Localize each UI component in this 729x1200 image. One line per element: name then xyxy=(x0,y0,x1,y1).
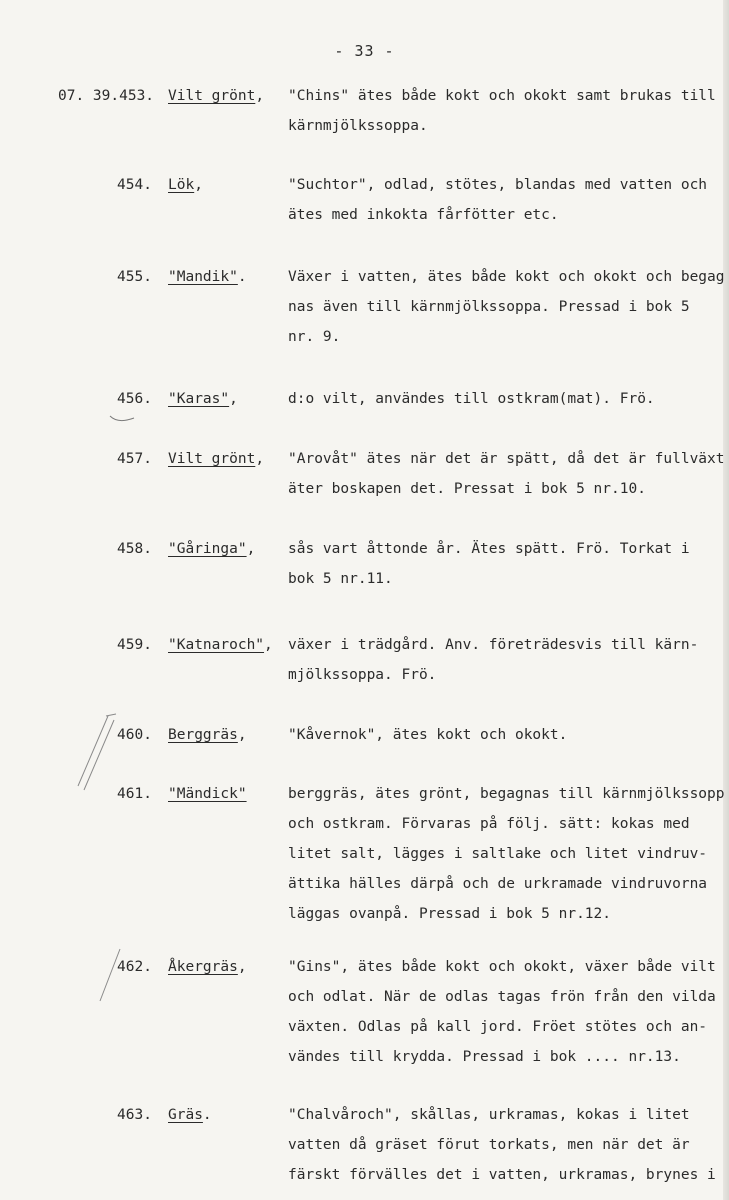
entry-name: "Gåringa", xyxy=(168,541,256,557)
entry-number: 459. xyxy=(117,637,152,653)
description-line: kärnmjölkssoppa. xyxy=(288,118,428,134)
entry-number: 458. xyxy=(117,541,152,557)
description-line: "Chins" ätes både kokt och okokt samt brukas till xyxy=(288,88,716,104)
entry-number: 454. xyxy=(117,177,152,193)
description-line: färskt förvälles det i vatten, urkramas, brynes i xyxy=(288,1167,716,1183)
description-line: bok 5 nr.11. xyxy=(288,571,393,587)
description-line: "Arovåt" ätes när det är spätt, då det är fullväxt xyxy=(288,451,725,467)
description-line: berggräs, ätes grönt, begagnas till kärnmjölkssopp xyxy=(288,786,725,802)
entry-description xyxy=(288,170,729,230)
entry-name: Vilt grönt, xyxy=(168,88,265,104)
description-line: "Gins", ätes både kokt och okokt, växer både vilt xyxy=(288,959,716,975)
pencil-tick-456 xyxy=(108,412,138,426)
entry-description xyxy=(288,720,729,750)
entry-description xyxy=(288,384,729,414)
description-line: d:o vilt, användes till ostkram(mat). Frö. xyxy=(288,391,655,407)
pencil-slash-462 xyxy=(96,945,126,1005)
entry-name: "Mändick" xyxy=(168,786,247,802)
entry-name: "Mandik". xyxy=(168,269,247,285)
page-number: - 33 - xyxy=(334,42,395,60)
description-line: ättika hälles därpå och de urkramade vindruvorna xyxy=(288,876,708,892)
entry-name: "Katnaroch", xyxy=(168,637,273,653)
description-line: "Suchtor", odlad, stötes, blandas med vatten och xyxy=(288,177,708,193)
description-line: mjölkssoppa. Frö. xyxy=(288,667,437,683)
description-line: och odlat. När de odlas tagas frön från den vilda xyxy=(288,989,716,1005)
entry-description xyxy=(288,952,729,1072)
description-line: Växer i vatten, ätes både kokt och okokt och begag xyxy=(288,269,725,285)
entry-description xyxy=(288,81,729,141)
entry-number: 462. xyxy=(117,959,152,975)
entry-name: "Karas", xyxy=(168,391,238,407)
description-line: äter boskapen det. Pressat i bok 5 nr.10. xyxy=(288,481,646,497)
entry-name: Åkergräs, xyxy=(168,959,247,975)
entry-number: 463. xyxy=(117,1107,152,1123)
description-line: sås vart åttonde år. Ätes spätt. Frö. Torkat i xyxy=(288,541,690,557)
description-line: vändes till krydda. Pressad i bok .... nr.13. xyxy=(288,1049,681,1065)
entry-description xyxy=(288,779,729,929)
description-line: vatten då gräset förut torkats, men när det är xyxy=(288,1137,690,1153)
entry-description xyxy=(288,630,729,690)
description-line: växer i trädgård. Anv. företrädesvis till kärn- xyxy=(288,637,699,653)
entry-name: Vilt grönt, xyxy=(168,451,265,467)
description-line: nr. 9. xyxy=(288,329,341,345)
description-line: "Chalvåroch", skållas, urkramas, kokas i litet xyxy=(288,1107,690,1123)
entry-number: 07. 39.453. xyxy=(58,88,155,104)
description-line: "Kåvernok", ätes kokt och okokt. xyxy=(288,727,568,743)
entry-number: 456. xyxy=(117,391,152,407)
entry-name: Gräs. xyxy=(168,1107,212,1123)
entry-number: 461. xyxy=(117,786,152,802)
entry-name: Lök, xyxy=(168,177,203,193)
description-line: växten. Odlas på kall jord. Fröet stötes och an- xyxy=(288,1019,708,1035)
entry-name: Berggräs, xyxy=(168,727,247,743)
entry-number: 457. xyxy=(117,451,152,467)
description-line: ätes med inkokta fårfötter etc. xyxy=(288,207,559,223)
description-line: och ostkram. Förvaras på följ. sätt: kokas med xyxy=(288,816,690,832)
pencil-slash-460 xyxy=(70,712,120,792)
entry-description xyxy=(288,1100,729,1190)
entry-number: 455. xyxy=(117,269,152,285)
description-line: läggas ovanpå. Pressad i bok 5 nr.12. xyxy=(288,906,612,922)
entry-description xyxy=(288,534,729,594)
entry-description xyxy=(288,262,729,352)
description-line: litet salt, lägges i saltlake och litet vindruv- xyxy=(288,846,708,862)
entry-description xyxy=(288,444,729,504)
entry-number: 460. xyxy=(117,727,152,743)
description-line: nas även till kärnmjölkssoppa. Pressad i bok 5 xyxy=(288,299,690,315)
